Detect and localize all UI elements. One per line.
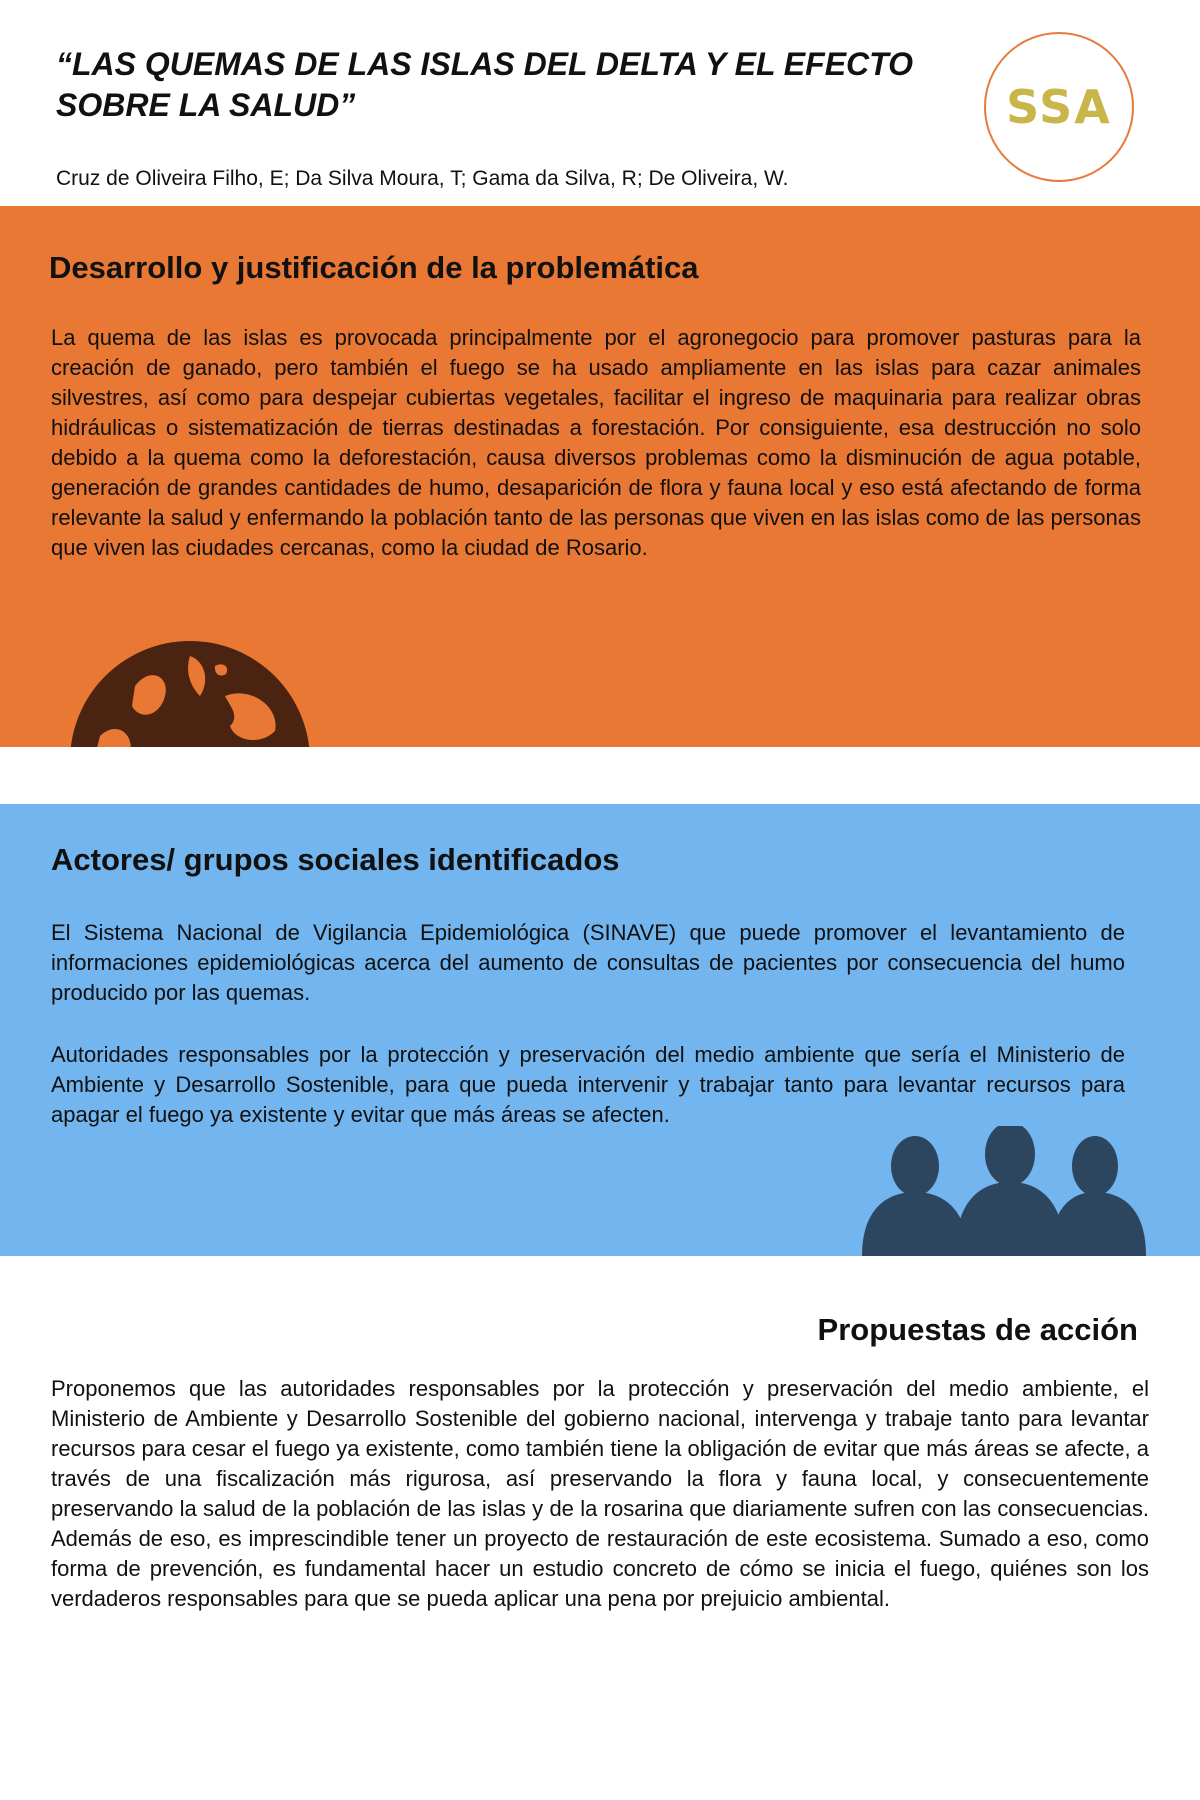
globe-icon [40, 566, 340, 747]
authors-line: Cruz de Oliveira Filho, E; Da Silva Moura, T; Gama da Silva, R; De Oliveira, W. [56, 167, 789, 190]
section-propuestas [0, 1256, 1200, 1800]
logo-text: SSA [1006, 80, 1112, 134]
people-group-icon [850, 1126, 1150, 1256]
section-actores [0, 804, 1200, 1256]
section-heading: Desarrollo y justificación de la problemática [49, 250, 699, 285]
section-heading: Propuestas de acción [817, 1312, 1138, 1347]
poster-title: “LAS QUEMAS DE LAS ISLAS DEL DELTA Y EL EFECTO SOBRE LA SALUD” [56, 46, 913, 123]
section-heading: Actores/ grupos sociales identificados [51, 842, 620, 877]
section-paragraph: Autoridades responsables por la protección y preservación del medio ambiente que sería el Ministerio de Ambiente y Desarrollo Sostenible, para que pueda intervenir y trabajar tanto para levantar recursos para apagar el fuego ya existente y evitar que más áreas se afecten. [51, 1042, 1125, 1127]
ssa-logo-icon [984, 32, 1134, 182]
section-body: Proponemos que las autoridades responsables por la protección y preservación del medio ambiente, el Ministerio de Ambiente y Desarrollo Sostenible del gobierno nacional, intervenga y trabaje tanto para levantar recursos para cesar el fuego ya existente, como también tiene la obligación de evitar que más áreas se afecte, a través de una fiscalización más rigurosa, así preservando la flora y fauna local, y consecuentemente preservando la salud de la población de las islas y de la rosarina que diariamente sufren con las consecuencias. Además de eso, es imprescindible tener un proyecto de restauración de este ecosistema. Sumado a eso, como forma de prevención, es fundamental hacer un estudio concreto de cómo se inicia el fuego, quiénes son los verdaderos responsables para que se pueda aplicar una pena por prejuicio ambiental. [51, 1376, 1149, 1611]
poster-header [0, 0, 1200, 206]
section-paragraph: El Sistema Nacional de Vigilancia Epidemiológica (SINAVE) que puede promover el levantamiento de informaciones epidemiológicas acerca del aumento de consultas de pacientes por consecuencia del humo producido por las quemas. [51, 920, 1125, 1005]
section-problematica [0, 206, 1200, 747]
section-body: La quema de las islas es provocada principalmente por el agronegocio para promover pasturas para la creación de ganado, pero también el fuego se ha usado ampliamente en las islas para cazar animales silvestres, así como para despejar cubiertas vegetales, facilitar el ingreso de maquinaria para realizar obras hidráulicas o sistematización de tierras destinadas a forestación. Por consiguiente, esa destrucción no solo debido a la quema como la deforestación, causa diversos problemas como la disminución de agua potable, generación de grandes cantidades de humo, desaparición de flora y fauna local y eso está afectando de forma relevante la salud y enfermando la población tanto de las personas que viven en las islas como de las personas que viven las ciudades cercanas, como la ciudad de Rosario. [51, 325, 1141, 560]
